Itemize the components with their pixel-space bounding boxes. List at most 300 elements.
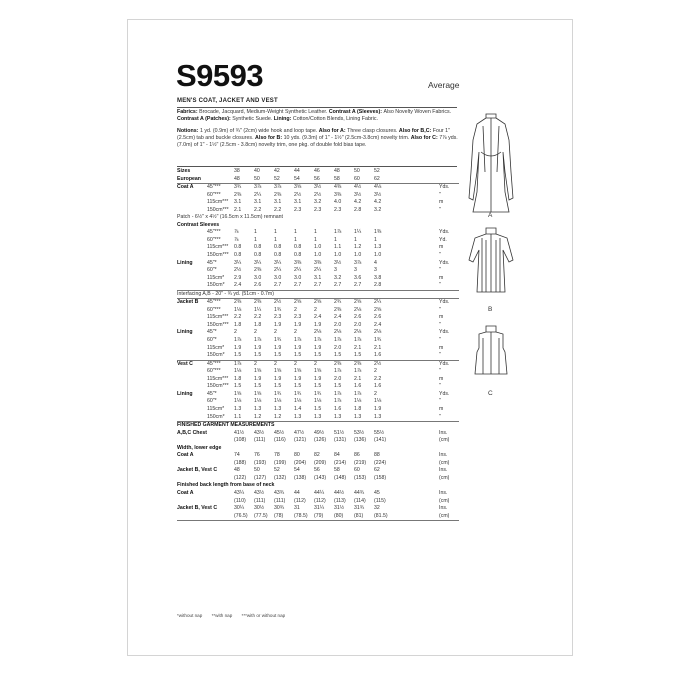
table-cell: 1⅞	[234, 360, 242, 367]
fabric-width: 115cm*	[207, 274, 225, 281]
table-cell: (214)	[334, 459, 347, 466]
table-cell: 1⅝	[294, 368, 302, 375]
fabric-width: 60"***	[207, 306, 221, 313]
table-row	[177, 437, 459, 445]
table-cell: 1.9	[274, 321, 282, 328]
table-row	[177, 383, 459, 391]
table-row	[177, 505, 459, 513]
table-cell: 1.5	[294, 352, 302, 359]
table-cell: 0.8	[274, 244, 282, 251]
table-cell: 2⅝	[354, 299, 362, 306]
table-cell: 1.5	[254, 383, 262, 390]
table-cell: 1	[354, 236, 357, 243]
table-cell: (115)	[374, 497, 386, 504]
table-cell: 1.9	[314, 344, 322, 351]
table-cell: (136)	[354, 437, 367, 444]
table-cell: ⅞	[234, 229, 239, 236]
table-cell: 2.7	[294, 282, 302, 289]
pattern-title: MEN'S COAT, JACKET AND VEST	[177, 98, 278, 104]
fabric-width: 60"***	[207, 191, 221, 198]
table-cell: 3.0	[294, 274, 302, 281]
table-cell: 2.2	[254, 314, 262, 321]
row-label: Vest C	[177, 360, 193, 367]
table-cell: (112)	[314, 497, 326, 504]
table-cell: 2.6	[374, 314, 382, 321]
table-cell: 3½	[314, 184, 322, 191]
table-row	[177, 422, 459, 430]
table-cell: 4.0	[334, 199, 342, 206]
fabric-width: 150cm*	[207, 282, 225, 289]
table-cell: 2	[294, 329, 297, 336]
table-cell: 2	[254, 329, 257, 336]
table-cell: 62	[374, 175, 380, 182]
fabric-width: 150cm*	[207, 413, 225, 420]
table-cell: 31¼	[314, 505, 325, 512]
row-label: Lining	[177, 390, 193, 397]
table-cell: 78	[274, 452, 280, 459]
unit-label: "	[439, 398, 441, 405]
table-cell: (204)	[294, 459, 307, 466]
table-row	[177, 314, 459, 322]
table-cell: 1.3	[274, 405, 282, 412]
table-cell: 2.4	[334, 314, 342, 321]
row-label: Coat A	[177, 452, 194, 459]
table-cell: 1.5	[254, 352, 262, 359]
footnote-with-nap: **with nap	[211, 613, 233, 618]
table-cell: 1.3	[374, 244, 382, 251]
table-cell: 86	[354, 452, 360, 459]
table-cell: 2	[314, 306, 317, 313]
table-cell: 58	[334, 175, 340, 182]
table-cell: 3⅞	[354, 259, 362, 266]
table-cell: 32	[374, 505, 380, 512]
table-cell: 52	[274, 467, 280, 474]
unit-label: (cm)	[439, 437, 450, 444]
table-cell: 2⅛	[354, 306, 362, 313]
table-cell: 1.0	[314, 244, 322, 251]
table-cell: 1⅞	[334, 368, 342, 375]
table-cell: 2⅝	[294, 299, 302, 306]
fabric-width: 115cm***	[207, 244, 229, 251]
notions-divider	[177, 166, 457, 167]
table-cell: 1.9	[374, 405, 382, 412]
table-cell: 1⅛	[234, 368, 242, 375]
table-cell: 1⅝	[234, 390, 242, 397]
table-cell: 1⅛	[254, 398, 262, 405]
table-cell: 62	[374, 467, 380, 474]
table-cell: (143)	[314, 474, 327, 481]
unit-label: Yds.	[439, 229, 450, 236]
table-row	[177, 291, 459, 300]
fabrics-text: Cotton/Cotton Blends, Lining Fabric.	[292, 116, 378, 123]
fabric-width: 60"*	[207, 398, 217, 405]
table-cell: 1⅞	[334, 229, 342, 236]
table-cell: 1.0	[334, 252, 342, 259]
table-cell: 2	[234, 329, 237, 336]
table-cell: 1.4	[294, 405, 302, 412]
table-cell: 1.3	[294, 413, 302, 420]
jacket-b-illustration	[469, 228, 513, 292]
table-cell: 2⅜	[334, 360, 342, 367]
table-row	[177, 307, 459, 315]
fabric-width: 150cm***	[207, 252, 229, 259]
table-row	[177, 452, 459, 460]
row-label: Jacket B, Vest C	[177, 505, 218, 512]
table-cell: 2.7	[354, 282, 362, 289]
table-cell: 46	[314, 168, 320, 174]
unit-label: "	[439, 282, 441, 289]
table-cell: 1⅜	[374, 229, 382, 236]
table-cell: 2.1	[234, 206, 242, 213]
table-cell: 48	[234, 467, 240, 474]
notions-heading: Also for B,C:	[398, 128, 433, 134]
table-cell: 1.9	[314, 321, 322, 328]
fabric-width: 45"*	[207, 329, 217, 336]
table-cell: 1	[374, 236, 377, 243]
table-cell: 2.3	[274, 314, 282, 321]
table-cell: 1.9	[274, 375, 282, 382]
table-cell: 2⅛	[374, 329, 382, 336]
row-label: Coat A	[177, 184, 194, 191]
table-cell: (209)	[314, 459, 327, 466]
table-row	[177, 337, 459, 345]
fabric-width: 60"*	[207, 267, 217, 274]
table-row	[177, 352, 459, 361]
table-cell: 2.0	[354, 321, 362, 328]
notions-text: 7⅞ yds. (7.0m) of 1" - 1½" (2.5cm - 3.8cm) novelty trim, one pkg. of double fold bias tape.	[177, 135, 458, 149]
table-cell: 2.2	[254, 206, 262, 213]
table-cell: 1⅞	[234, 337, 242, 344]
table-cell: 3.2	[334, 274, 342, 281]
row-label: FINISHED GARMENT MEASUREMENTS	[177, 422, 275, 429]
unit-label: "	[439, 383, 441, 390]
table-cell: 1.5	[314, 352, 322, 359]
table-cell: 1.3	[374, 413, 382, 420]
fabric-width: 60"*	[207, 337, 217, 344]
table-cell: 1¾	[274, 306, 282, 313]
table-row	[177, 192, 459, 200]
table-cell: 2.7	[334, 282, 342, 289]
table-cell: 2	[294, 306, 297, 313]
table-cell: 43¼	[234, 489, 245, 496]
table-cell: 0.8	[294, 252, 302, 259]
table-cell: ⅞	[234, 236, 239, 243]
unit-label: m	[439, 199, 444, 206]
unit-label: Yds.	[439, 390, 450, 397]
table-cell: (148)	[334, 474, 347, 481]
fabrics-heading: Contrast A (Sleeves):	[328, 109, 384, 115]
table-cell: (76.5)	[234, 512, 248, 519]
table-cell: 1⅝	[274, 368, 282, 375]
table-row	[177, 214, 459, 222]
table-cell: 1⅞	[354, 337, 362, 344]
table-cell: 4.2	[354, 199, 362, 206]
table-cell: 84	[334, 452, 340, 459]
table-cell: 38	[234, 168, 240, 174]
unit-label: Ins.	[439, 489, 448, 496]
table-cell: 31	[294, 505, 300, 512]
table-cell: 1.2	[254, 413, 262, 420]
table-row	[177, 406, 459, 414]
unit-label: "	[439, 267, 441, 274]
table-cell: 53½	[354, 429, 365, 436]
table-cell: 2⅜	[254, 267, 262, 274]
table-cell: 88	[374, 452, 380, 459]
table-row	[177, 460, 459, 468]
table-cell: 1.9	[254, 375, 262, 382]
table-cell: 1.1	[334, 244, 342, 251]
table-cell: (113)	[334, 497, 346, 504]
table-cell: 1⅛	[234, 306, 242, 313]
fabric-width: 45"***	[207, 299, 221, 306]
table-cell: 1.3	[334, 413, 342, 420]
unit-label: m	[439, 375, 444, 382]
table-row	[177, 299, 459, 307]
table-cell: 2.7	[314, 282, 322, 289]
fabric-width: 60"***	[207, 236, 221, 243]
fabric-width: 150cm***	[207, 321, 229, 328]
table-cell: 44	[294, 489, 300, 496]
table-cell: 1⅞	[294, 337, 302, 344]
table-cell: 2.4	[314, 314, 322, 321]
table-cell: (122)	[234, 474, 247, 481]
unit-label: m	[439, 405, 444, 412]
table-cell: 48	[334, 168, 340, 174]
table-cell: (80)	[334, 512, 344, 519]
table-cell: 1.0	[354, 252, 362, 259]
table-row	[177, 260, 459, 268]
table-cell: 1¾	[274, 337, 282, 344]
table-cell: (219)	[354, 459, 367, 466]
table-cell: 2¼	[274, 267, 282, 274]
table-cell: 55½	[374, 429, 385, 436]
table-cell: 60	[354, 175, 360, 182]
table-cell: 3⅝	[294, 184, 302, 191]
table-cell: 2.3	[294, 314, 302, 321]
table-cell: 2¼	[254, 191, 262, 198]
table-cell: 54	[294, 175, 300, 182]
row-label: Finished back length from base of neck	[177, 482, 275, 489]
table-cell: (188)	[234, 459, 247, 466]
table-cell: 2¼	[374, 299, 382, 306]
table-cell: (158)	[374, 474, 387, 481]
fabric-width: 45"***	[207, 360, 221, 367]
table-cell: 2	[274, 360, 277, 367]
table-cell: 44¼	[314, 489, 325, 496]
table-cell: 2.9	[234, 274, 242, 281]
fabrics-text: Also Novelty Woven Fabrics.	[383, 109, 452, 115]
table-cell: 1	[254, 236, 257, 243]
unit-label: "	[439, 191, 441, 198]
table-cell: 3.8	[374, 274, 382, 281]
table-cell: (131)	[334, 437, 347, 444]
table-cell: 2.6	[254, 282, 262, 289]
table-cell: 1.5	[274, 352, 282, 359]
table-cell: 1.5	[234, 352, 242, 359]
table-cell: 3⅞	[274, 184, 282, 191]
fabric-width: 60"***	[207, 368, 221, 375]
table-cell: 2.4	[374, 321, 382, 328]
table-cell: 44¾	[354, 489, 365, 496]
table-cell: 43¾	[274, 489, 285, 496]
table-cell: 60	[354, 467, 360, 474]
table-cell: (111)	[254, 437, 266, 444]
unit-label: "	[439, 368, 441, 375]
table-cell: 1.9	[234, 344, 242, 351]
table-cell: 1.9	[274, 344, 282, 351]
table-cell: 2⅜	[234, 191, 242, 198]
fabric-width: 45"***	[207, 229, 221, 236]
fabrics-text: Synthetic Suede.	[232, 116, 274, 123]
table-row	[177, 229, 459, 237]
fabrics-paragraph	[177, 109, 459, 123]
size-range: Average	[428, 80, 460, 90]
table-cell: 2.6	[354, 314, 362, 321]
table-row	[177, 322, 459, 330]
row-label: Lining	[177, 259, 193, 266]
table-cell: 2.3	[294, 206, 302, 213]
table-cell: 45½	[274, 429, 285, 436]
fabrics-heading: Fabrics:	[177, 109, 200, 115]
fabric-width: 115cm***	[207, 314, 229, 321]
table-cell: 1	[274, 229, 277, 236]
fabric-width: 45"*	[207, 390, 217, 397]
table-cell: 3⅜	[294, 259, 302, 266]
table-cell: 2½	[374, 360, 382, 367]
table-cell: 40	[254, 168, 260, 174]
table-cell: (110)	[234, 497, 246, 504]
table-cell: 54	[294, 467, 300, 474]
table-cell: (116)	[274, 437, 286, 444]
fabric-width: 45"***	[207, 184, 221, 191]
table-cell: 50	[254, 467, 260, 474]
table-cell: 82	[314, 452, 320, 459]
table-cell: 4⅛	[374, 184, 382, 191]
table-cell: 2⅜	[254, 299, 262, 306]
table-cell: 2	[314, 360, 317, 367]
unit-label: "	[439, 413, 441, 420]
coat-a-illustration	[469, 114, 513, 212]
table-cell: 0.8	[294, 244, 302, 251]
table-row	[177, 391, 459, 399]
fabrics-heading: Contrast A (Patches):	[177, 116, 233, 123]
table-cell: 3.1	[234, 199, 242, 206]
table-cell: (141)	[374, 437, 387, 444]
table-cell: 2½	[314, 191, 322, 198]
table-cell: 3¾	[234, 184, 242, 191]
fabric-width: 150cm***	[207, 206, 229, 213]
table-cell: (121)	[294, 437, 307, 444]
table-cell: 58	[334, 467, 340, 474]
table-cell: 2	[274, 329, 277, 336]
table-cell: 3.0	[274, 274, 282, 281]
table-cell: 1¼	[354, 229, 362, 236]
table-cell: 2.2	[374, 375, 382, 382]
table-cell: 2⅜	[274, 191, 282, 198]
table-cell: 1.2	[354, 244, 362, 251]
unit-label: Ins.	[439, 452, 448, 459]
table-cell: 1.2	[274, 413, 282, 420]
footnote-with-or-without-nap: ***with or without nap	[241, 613, 286, 618]
table-row	[177, 199, 459, 207]
table-cell: 30½	[254, 505, 265, 512]
table-cell: 31¾	[354, 505, 365, 512]
footnotes	[177, 613, 293, 618]
table-row	[177, 498, 459, 506]
table-cell: 2.3	[334, 206, 342, 213]
fabrics-text: Brocade, Jacquard, Medium-Weight Synthetic Leather.	[199, 109, 329, 115]
table-cell: 2.2	[274, 206, 282, 213]
table-cell: 1.5	[354, 352, 362, 359]
table-row	[177, 176, 459, 185]
table-cell: 2.0	[334, 344, 342, 351]
table-cell: 3.1	[294, 199, 302, 206]
table-cell: 2.2	[234, 314, 242, 321]
table-cell: 2⅛	[354, 329, 362, 336]
table-cell: 1¾	[294, 390, 302, 397]
table-cell: 1.8	[254, 321, 262, 328]
table-cell: 3¼	[254, 259, 262, 266]
table-cell: 52	[274, 175, 280, 182]
table-row	[177, 445, 459, 453]
table-cell: 2½	[234, 267, 242, 274]
table-cell: 1.5	[334, 383, 342, 390]
table-row	[177, 345, 459, 353]
table-cell: 1⅞	[314, 337, 322, 344]
unit-label: Yds.	[439, 329, 450, 336]
notions-text: 1 yd. (0.9m) of ¾" (2cm) wide hook and loop tape.	[199, 128, 319, 134]
figure-label-a: A	[488, 212, 493, 219]
table-cell: 2¼	[294, 267, 302, 274]
table-cell: 4	[374, 259, 377, 266]
table-cell: 3.1	[314, 274, 322, 281]
unit-label: m	[439, 244, 444, 251]
table-cell: 1⅛	[274, 398, 282, 405]
table-cell: 1⅝	[254, 390, 262, 397]
table-cell: 50	[254, 175, 260, 182]
table-cell: 1⅛	[294, 398, 302, 405]
fabric-width: 115cm***	[207, 375, 229, 382]
table-cell: 2.7	[274, 282, 282, 289]
table-cell: 30¼	[234, 505, 245, 512]
table-cell: 1.9	[314, 375, 322, 382]
vest-c-illustration	[475, 326, 507, 374]
table-cell: (111)	[254, 497, 266, 504]
table-cell: 1⅛	[354, 398, 362, 405]
table-row	[177, 475, 459, 483]
table-row	[177, 368, 459, 376]
table-cell: 1	[294, 236, 297, 243]
figure-label-c: C	[488, 390, 493, 397]
fabric-width: 115cm***	[207, 199, 229, 206]
table-cell: 1.5	[274, 383, 282, 390]
table-cell: 1⅝	[314, 368, 322, 375]
table-row	[177, 282, 459, 291]
fabric-width: 45"*	[207, 259, 217, 266]
table-cell: (193)	[254, 459, 267, 466]
table-cell: 1⅛	[314, 398, 322, 405]
table-cell: 1.9	[294, 375, 302, 382]
table-cell: (114)	[354, 497, 366, 504]
unit-label: "	[439, 352, 441, 359]
table-cell: 45	[374, 489, 380, 496]
table-cell: 2.8	[354, 206, 362, 213]
table-cell: 42	[274, 168, 280, 174]
unit-label: (cm)	[439, 497, 450, 504]
table-cell: (111)	[274, 497, 286, 504]
table-cell: 1¾	[274, 390, 282, 397]
table-row	[177, 252, 459, 260]
